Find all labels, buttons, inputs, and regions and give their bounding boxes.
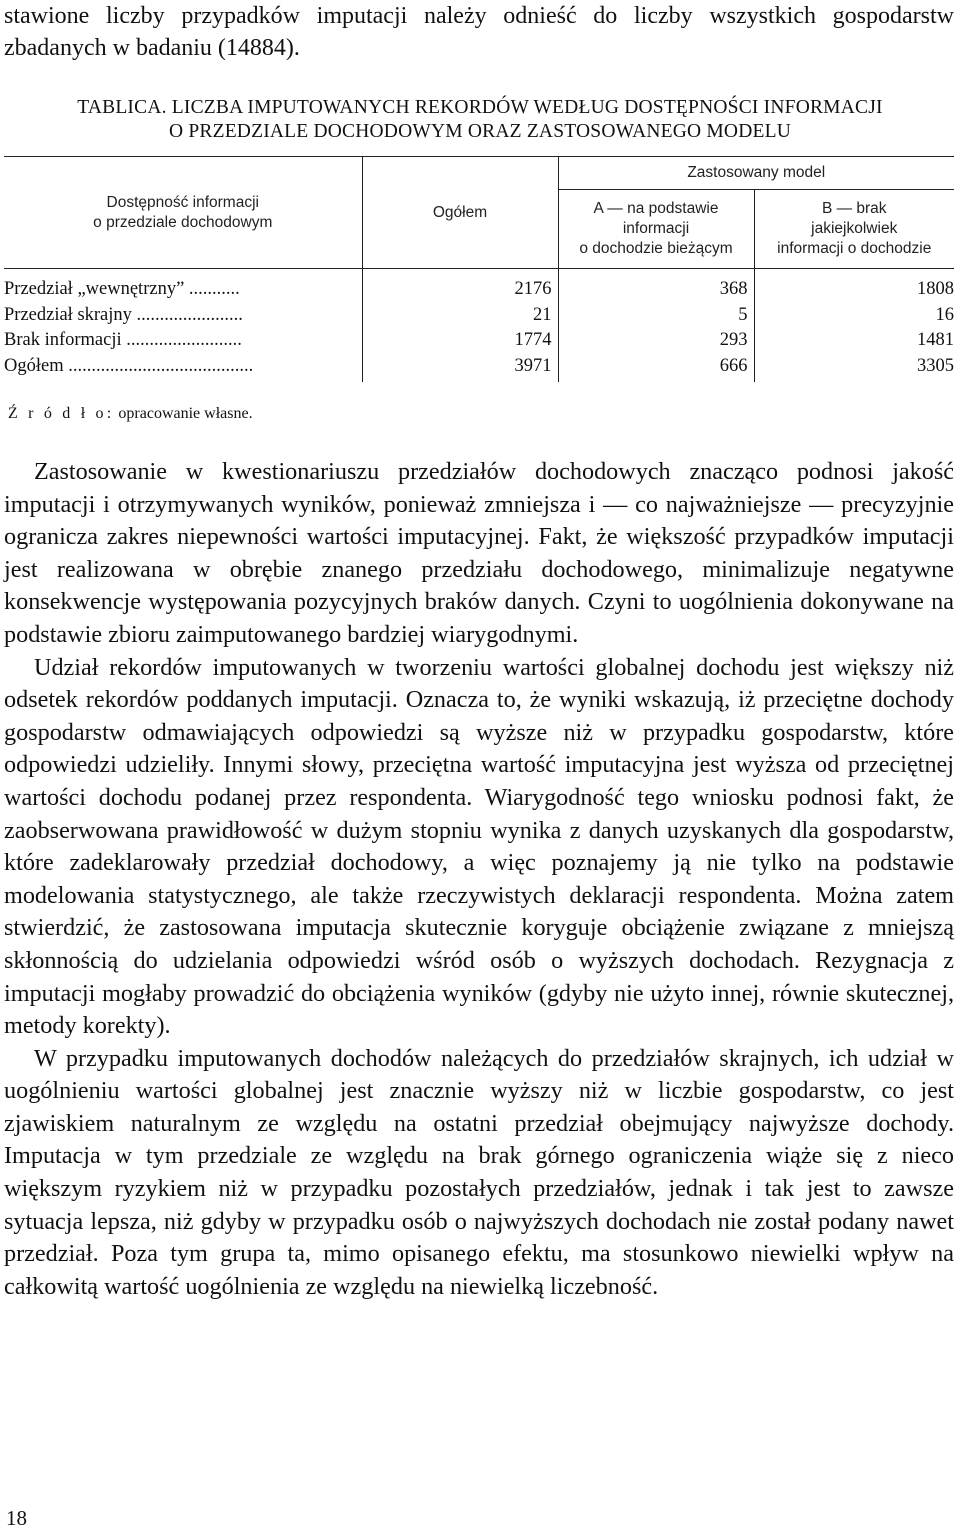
table-row (4, 303, 954, 329)
row-label: Brak informacji ......................... (4, 328, 362, 354)
row-model-b: 16 (935, 304, 954, 325)
table-row (4, 328, 954, 354)
header-availability (4, 157, 362, 269)
table-title (0, 96, 960, 144)
row-model-a: 666 (558, 354, 754, 383)
header-availability-line-1: Dostępność informacji (106, 193, 259, 211)
row-model-b: 1481 (917, 330, 954, 350)
paragraph-1: Zastosowanie w kwestionariuszu przedziałów dochodowych znacząco podnosi jakość imputacji i otrzymywanych wyników, ponieważ zmniejsza i — co najważniejsze — precyzyjnie ogranicza zakres niepewności wartości imputacyjnej. Fakt, że większość przypadków imputacji jest realizowana w obrębie znanego przedziału dochodowego, minimalizuje negatywne konsekwencje występowania pozycyjnych braków danych. Czyni to uogólnienia dokonywane na podstawie zbioru zaimputowanego bardziej wiarygodnymi. (4, 458, 954, 648)
intro-paragraph: stawione liczby przypadków imputacji należy odnieść do liczby wszystkich gospodarstw zbadanych w badaniu (14884). (4, 3, 954, 61)
header-applied-model: Zastosowany model (558, 157, 954, 190)
header-model-b-line-3: informacji o dochodzie (777, 240, 932, 257)
paragraph-3: W przypadku imputowanych dochodów należących do przedziałów skrajnych, ich udział w uogólnieniu wartości globalnej jest znacznie wyższy niż w liczbie gospodarstw, co jest zjawiskiem naturalnym ze względu na ostatni przedział obejmujący najwyższe dochody. Imputacja w tym przedziale ze względu na brak górnego ograniczenia wiąże się z nieco większym ryzykiem niż w przypadku pozostałych przedziałów, jednak i tak jest to zawsze sytuacja lepsza, niż gdyby w przypadku osób o najwyższych dochodach nie został podany nawet przedział. Poza tym grupa ta, mimo opisanego efektu, ma stosunkowo niewielki wpływ na całkowitą wartość uogólnienia ze względu na niewielką liczebność. (4, 1044, 954, 1300)
paragraph-2: Udział rekordów imputowanych w tworzeniu wartości globalnej dochodu jest większy niż odsetek rekordów poddanych imputacji. Oznacza to, że wyniki wskazują, iż przeciętne dochody gospodarstw odmawiających odpowiedzi są wyższe niż w przypadku gospodarstw, które odpowiedzi udzieliły. Innymi słowy, przeciętna wartość imputacyjna jest wyższa od przeciętnej wartości dochodu podanej przez respondenta. Wiarygodność tego wniosku podnosi fakt, że zaobserwowana prawidłowość w dużym stopniu wynika z danych uzyskanych dla gospodarstw, które zadeklarowały przedział dochodowy, a więc poznajemy ją nie tylko na podstawie modelowania statystycznego, ale także rzeczywistych deklaracji respondenta. Można zatem stwierdzić, że zastosowana imputacja skutecznie koryguje obciążenie związane z mniejszą skłonnością do udzielania odpowiedzi wśród osób o wyższych dochodach. Rezygnacja z imputacji mogłaby prowadzić do obciążenia wyników (gdyby nie użyto innej, równie skutecznej, metody korekty). (4, 653, 954, 1040)
header-model-a-line-1: A — na podstawie (593, 200, 719, 217)
row-label: Ogółem ........................................ (4, 354, 362, 383)
body-text (4, 456, 954, 1303)
table-title-line-2: O PRZEDZIALE DOCHODOWYM ORAZ ZASTOSOWANEGO MODELU (168, 121, 792, 142)
row-model-a: 5 (558, 303, 754, 329)
row-total: 21 (362, 303, 558, 329)
row-label: Przedział „wewnętrzny” ........... (4, 269, 362, 303)
table-header (4, 157, 954, 269)
header-model-b (754, 190, 954, 269)
imputation-table (4, 156, 954, 382)
table-row (4, 269, 954, 303)
table-title-line-1: TABLICA. LICZBA IMPUTOWANYCH REKORDÓW WEDŁUG DOSTĘPNOŚCI INFORMACJI (77, 97, 883, 118)
header-total: Ogółem (362, 157, 558, 269)
header-model-a-line-2: informacji (622, 220, 690, 237)
header-availability-line-2: o przedziale dochodowym (93, 213, 273, 231)
table-row (4, 354, 954, 383)
row-model-b: 1808 (917, 279, 954, 299)
page-number: 18 (6, 1506, 27, 1530)
row-total: 3971 (362, 354, 558, 383)
row-label: Przedział skrajny ....................... (4, 303, 362, 329)
header-model-a (558, 190, 754, 269)
row-total: 2176 (362, 269, 558, 303)
header-model-a-line-3: o dochodzie bieżącym (579, 240, 733, 257)
row-model-a: 368 (558, 269, 754, 303)
row-model-a: 293 (558, 328, 754, 354)
header-model-b-line-2: jakiejkolwiek (811, 220, 898, 237)
table-body (4, 269, 954, 383)
table-source-note (8, 404, 253, 424)
source-text: opracowanie własne. (114, 405, 253, 422)
header-model-b-line-1: B — brak (821, 200, 887, 217)
row-total: 1774 (362, 328, 558, 354)
row-model-b: 3305 (917, 355, 954, 376)
source-label: Ź r ó d ł o: (8, 405, 115, 422)
